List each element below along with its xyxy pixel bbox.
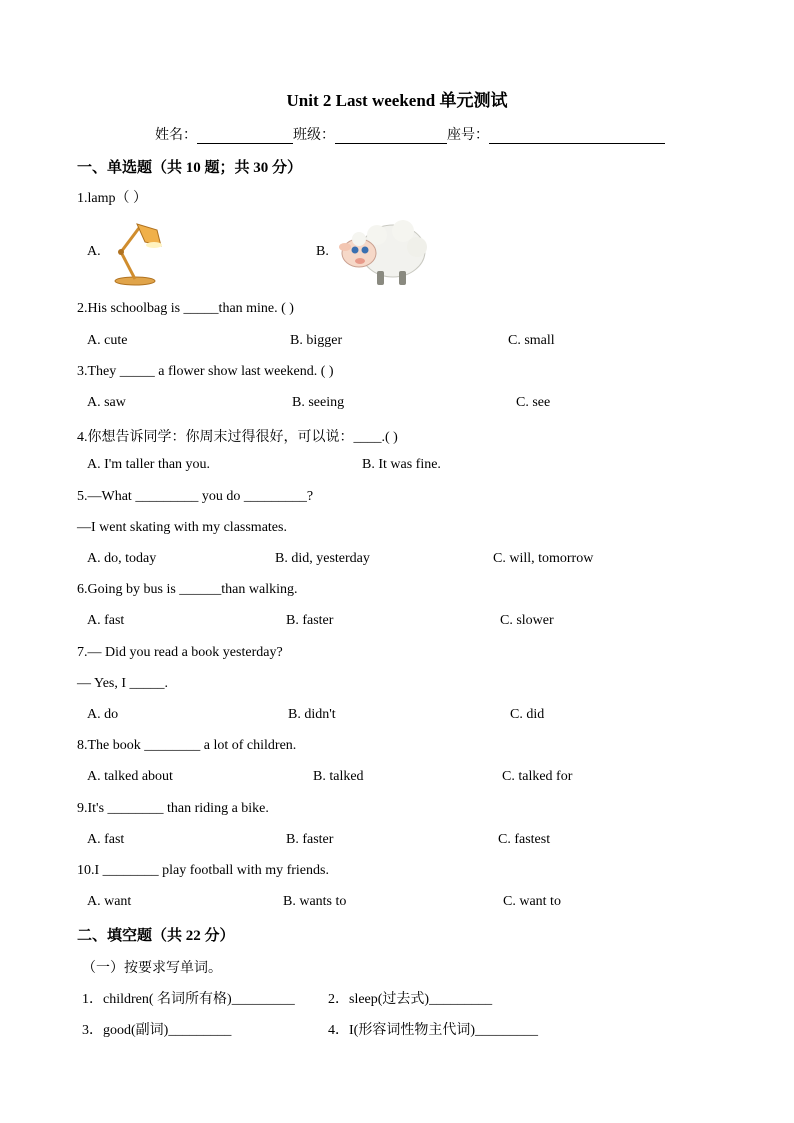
q5-option-b[interactable]: B. did, yesterday <box>275 551 370 566</box>
fill-item-3[interactable]: 3．good(副词)_________ <box>82 1023 232 1038</box>
desk-lamp-image <box>101 218 171 286</box>
question-5-line-2: —I went skating with my classmates. <box>77 520 287 535</box>
section-2-subheading: （一）按要求写单词。 <box>82 961 222 976</box>
q6-option-c[interactable]: C. slower <box>500 613 554 628</box>
class-label: 班级： <box>293 128 335 143</box>
question-7: 7.— Did you read a book yesterday? <box>77 645 283 660</box>
q2-option-b[interactable]: B. bigger <box>290 333 343 348</box>
class-blank[interactable] <box>335 129 447 144</box>
question-1: 1.lamp（ ） <box>77 191 147 206</box>
page-title: Unit 2 Last weekend 单元测试 <box>286 91 508 110</box>
name-label: 姓名： <box>155 128 197 143</box>
q10-option-a[interactable]: A. want <box>87 894 132 909</box>
cartoon-sheep-image <box>333 213 429 291</box>
q9-option-c[interactable]: C. fastest <box>498 832 551 847</box>
question-4: 4.你想告诉同学：你周末过得很好，可以说：____.( ) <box>77 430 398 445</box>
question-8: 8.The book ________ a lot of children. <box>77 738 297 753</box>
fill-item-1[interactable]: 1．children( 名词所有格)_________ <box>82 992 295 1007</box>
q8-option-b[interactable]: B. talked <box>313 769 364 784</box>
q8-option-c[interactable]: C. talked for <box>502 769 573 784</box>
student-info-line <box>155 124 665 144</box>
q8-option-a[interactable]: A. talked about <box>87 769 173 784</box>
question-6: 6.Going by bus is ______than walking. <box>77 582 298 597</box>
question-3: 3.They _____ a flower show last weekend. ( ) <box>77 364 334 379</box>
q4-option-a[interactable]: A. I'm taller than you. <box>87 457 211 472</box>
q4-option-b[interactable]: B. It was fine. <box>362 457 441 472</box>
q2-option-c[interactable]: C. small <box>508 333 555 348</box>
seat-blank[interactable] <box>489 129 665 144</box>
q10-option-b[interactable]: B. wants to <box>283 894 347 909</box>
section-2-heading: 二、填空题（共 22 分） <box>77 928 235 944</box>
q1-option-a[interactable]: A. <box>87 244 101 259</box>
q3-option-a[interactable]: A. saw <box>87 395 126 410</box>
q6-option-a[interactable]: A. fast <box>87 613 125 628</box>
q6-option-b[interactable]: B. faster <box>286 613 334 628</box>
q7-option-b[interactable]: B. didn't <box>288 707 336 722</box>
q9-option-a[interactable]: A. fast <box>87 832 125 847</box>
q1-option-b[interactable]: B. <box>316 244 329 259</box>
q7-option-c[interactable]: C. did <box>510 707 545 722</box>
name-blank[interactable] <box>197 129 293 144</box>
q5-option-c[interactable]: C. will, tomorrow <box>493 551 594 566</box>
q3-option-b[interactable]: B. seeing <box>292 395 345 410</box>
fill-item-2[interactable]: 2．sleep(过去式)_________ <box>328 992 493 1007</box>
question-10: 10.I ________ play football with my friends. <box>77 863 329 878</box>
q9-option-b[interactable]: B. faster <box>286 832 334 847</box>
section-1-heading: 一、单选题（共 10 题；共 30 分） <box>77 160 303 176</box>
q10-option-c[interactable]: C. want to <box>503 894 561 909</box>
question-9: 9.It's ________ than riding a bike. <box>77 801 269 816</box>
q3-option-c[interactable]: C. see <box>516 395 551 410</box>
question-5: 5.—What _________ you do _________? <box>77 489 314 504</box>
fill-item-4[interactable]: 4．I(形容词性物主代词)_________ <box>328 1023 538 1038</box>
question-7-line-2: — Yes, I _____. <box>77 676 169 691</box>
question-2: 2.His schoolbag is _____than mine. ( ) <box>77 301 294 316</box>
q5-option-a[interactable]: A. do, today <box>87 551 157 566</box>
seat-label: 座号： <box>447 128 489 143</box>
q2-option-a[interactable]: A. cute <box>87 333 128 348</box>
q7-option-a[interactable]: A. do <box>87 707 119 722</box>
